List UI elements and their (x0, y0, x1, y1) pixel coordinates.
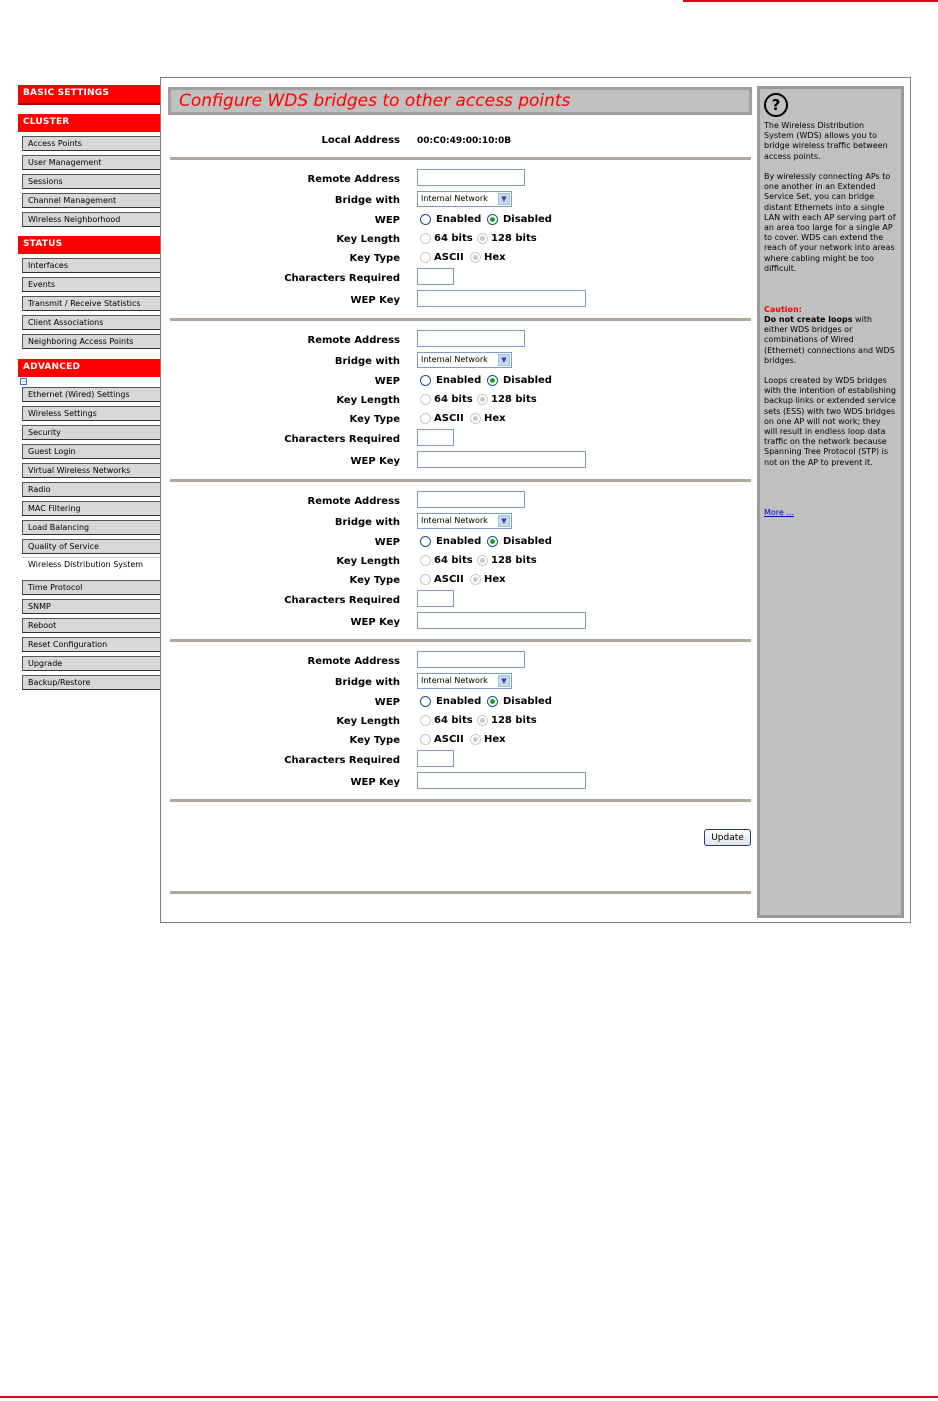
key-length-64-radio[interactable] (420, 715, 431, 726)
sidebar-item-security[interactable]: Security (22, 425, 161, 440)
sidebar-item-upgrade[interactable]: Upgrade (22, 656, 161, 671)
local-address-value: 00:C0:49:00:10:0B (417, 136, 512, 146)
wep-key-input[interactable] (417, 772, 586, 789)
sidebar-item-mac-filtering[interactable]: MAC Filtering (22, 501, 161, 516)
label-chars-required: Characters Required (284, 595, 400, 606)
key-type-ascii-radio[interactable] (420, 574, 431, 585)
collapse-icon[interactable]: − (21, 378, 27, 385)
characters-required-field[interactable] (417, 268, 454, 285)
characters-required-field[interactable] (417, 590, 454, 607)
remote-address-input[interactable] (417, 491, 525, 508)
bridge-with-select[interactable] (417, 673, 512, 689)
sidebar-item-events[interactable]: Events (22, 277, 161, 292)
label-wep-key: WEP Key (350, 295, 400, 306)
update-button[interactable]: Update (704, 829, 751, 846)
label-key-length: Key Length (336, 234, 400, 245)
sidebar-item-access-points[interactable]: Access Points (22, 136, 161, 151)
label-remote-address: Remote Address (307, 174, 400, 185)
wep-disabled-label: Disabled (503, 536, 552, 547)
sidebar-item-reboot[interactable]: Reboot (22, 618, 161, 633)
label-wep: WEP (374, 376, 400, 387)
bottom-rule (0, 1396, 938, 1398)
wep-enabled-radio[interactable] (420, 214, 431, 225)
wep-enabled-radio[interactable] (420, 696, 431, 707)
label-chars-required: Characters Required (284, 273, 400, 284)
sidebar-item-quality-of-service[interactable]: Quality of Service (22, 539, 161, 554)
label-key-type: Key Type (349, 253, 400, 264)
bridge-with-select[interactable] (417, 191, 512, 207)
label-wep: WEP (374, 697, 400, 708)
key-length-64-label: 64 bits (434, 555, 473, 566)
top-rule (683, 0, 938, 2)
key-length-128-label: 128 bits (491, 555, 537, 566)
remote-address-input[interactable] (417, 651, 525, 668)
sidebar-item-virtual-wireless-networks[interactable]: Virtual Wireless Networks (22, 463, 161, 478)
sidebar-item-time-protocol[interactable]: Time Protocol (22, 580, 161, 595)
label-wep: WEP (374, 215, 400, 226)
sidebar-item-transmit-receive-statistics[interactable]: Transmit / Receive Statistics (22, 296, 161, 311)
key-type-ascii-radio[interactable] (420, 734, 431, 745)
label-key-type: Key Type (349, 414, 400, 425)
wep-enabled-label: Enabled (436, 536, 482, 547)
sidebar-item-load-balancing[interactable]: Load Balancing (22, 520, 161, 535)
key-type-ascii-label: ASCII (434, 574, 464, 585)
wep-disabled-radio[interactable] (487, 696, 498, 707)
help-intro: The Wireless Distribution System (WDS) allows you to bridge wireless traffic between access points. (764, 121, 888, 161)
sidebar-header-cluster[interactable]: CLUSTER (18, 114, 161, 132)
label-bridge-with: Bridge with (334, 356, 400, 367)
divider (170, 799, 751, 802)
sidebar-item-interfaces[interactable]: Interfaces (22, 258, 161, 273)
key-length-128-label: 128 bits (491, 394, 537, 405)
remote-address-input[interactable] (417, 169, 525, 186)
label-chars-required: Characters Required (284, 755, 400, 766)
help-caution-bold: Do not create loops (764, 315, 853, 324)
key-type-hex-label: Hex (484, 413, 506, 424)
key-type-ascii-radio[interactable] (420, 252, 431, 263)
wep-enabled-radio[interactable] (420, 536, 431, 547)
sidebar-item-wireless-settings[interactable]: Wireless Settings (22, 406, 161, 421)
divider (170, 318, 751, 321)
label-wep-key: WEP Key (350, 456, 400, 467)
label-wep-key: WEP Key (350, 777, 400, 788)
label-key-length: Key Length (336, 556, 400, 567)
local-address-label: Local Address (321, 135, 400, 146)
key-type-ascii-label: ASCII (434, 252, 464, 263)
wep-enabled-label: Enabled (436, 375, 482, 386)
key-length-128-radio[interactable] (477, 555, 488, 566)
help-panel (757, 86, 904, 918)
key-type-hex-radio[interactable] (470, 574, 481, 585)
remote-address-input[interactable] (417, 330, 525, 347)
key-type-hex-label: Hex (484, 574, 506, 585)
key-length-64-label: 64 bits (434, 394, 473, 405)
sidebar-item-sessions[interactable]: Sessions (22, 174, 161, 189)
sidebar-header-advanced[interactable]: ADVANCED (18, 359, 161, 377)
label-key-type: Key Type (349, 735, 400, 746)
key-type-hex-radio[interactable] (470, 413, 481, 424)
wep-disabled-label: Disabled (503, 214, 552, 225)
key-type-hex-radio[interactable] (470, 734, 481, 745)
help-caution (764, 315, 896, 366)
help-description: By wirelessly connecting APs to one another in an Extended Service Set, you can bridge distant Ethernets into a single LAN with each AP serving part of an area too large for a single AP to cover. WDS can extend the reach of your network into areas where cabling might be too difficult. (764, 172, 896, 273)
label-bridge-with: Bridge with (334, 195, 400, 206)
label-remote-address: Remote Address (307, 496, 400, 507)
wep-disabled-label: Disabled (503, 375, 552, 386)
label-chars-required: Characters Required (284, 434, 400, 445)
bridge-with-select[interactable] (417, 352, 512, 368)
chevron-down-icon[interactable]: ▼ (498, 193, 510, 205)
page-title: Configure WDS bridges to other access points (179, 91, 571, 111)
key-length-128-radio[interactable] (477, 715, 488, 726)
sidebar-item-ethernet-wired-settings[interactable]: Ethernet (Wired) Settings (22, 387, 161, 402)
chevron-down-icon[interactable]: ▼ (498, 675, 510, 687)
bridge-with-value: Internal Network (421, 194, 488, 203)
sidebar-item-wireless-distribution-system[interactable]: Wireless Distribution System (22, 557, 161, 572)
label-key-type: Key Type (349, 575, 400, 586)
wep-enabled-label: Enabled (436, 214, 482, 225)
label-remote-address: Remote Address (307, 335, 400, 346)
key-length-64-label: 64 bits (434, 233, 473, 244)
divider (170, 157, 751, 160)
wep-disabled-radio[interactable] (487, 375, 498, 386)
label-bridge-with: Bridge with (334, 517, 400, 528)
key-type-ascii-label: ASCII (434, 734, 464, 745)
help-icon: ? (764, 93, 788, 117)
bridge-with-value: Internal Network (421, 355, 488, 364)
characters-required-field[interactable] (417, 750, 454, 767)
sidebar-item-neighboring-access-points[interactable]: Neighboring Access Points (22, 334, 161, 349)
label-key-length: Key Length (336, 395, 400, 406)
help-loops: Loops created by WDS bridges with the intention of establishing backup links or extended service sets (ESS) with two WDS bridges on one AP will not work; they will result in endless loop data traffic on the network because Spanning Tree Protocol (STP) is not on the AP to prevent it. (764, 376, 896, 467)
wep-disabled-label: Disabled (503, 696, 552, 707)
page-title-bar (168, 87, 752, 115)
sidebar-item-client-associations[interactable]: Client Associations (22, 315, 161, 330)
label-remote-address: Remote Address (307, 656, 400, 667)
key-type-hex-label: Hex (484, 252, 506, 263)
characters-required-field[interactable] (417, 429, 454, 446)
bridge-with-value: Internal Network (421, 676, 488, 685)
key-type-ascii-label: ASCII (434, 413, 464, 424)
sidebar-header-basic-settings[interactable]: BASIC SETTINGS (18, 85, 161, 103)
sidebar-item-radio[interactable]: Radio (22, 482, 161, 497)
label-wep: WEP (374, 537, 400, 548)
help-caution-label: Caution: (764, 305, 802, 314)
key-length-64-label: 64 bits (434, 715, 473, 726)
sidebar-item-snmp[interactable]: SNMP (22, 599, 161, 614)
key-type-hex-radio[interactable] (470, 252, 481, 263)
chevron-down-icon[interactable]: ▼ (498, 354, 510, 366)
key-length-64-radio[interactable] (420, 394, 431, 405)
wep-key-input[interactable] (417, 451, 586, 468)
key-length-64-radio[interactable] (420, 233, 431, 244)
key-length-128-label: 128 bits (491, 233, 537, 244)
label-key-length: Key Length (336, 716, 400, 727)
divider (170, 639, 751, 642)
bridge-with-value: Internal Network (421, 516, 488, 525)
sidebar-item-wireless-neighborhood[interactable]: Wireless Neighborhood (22, 212, 161, 227)
divider (170, 479, 751, 482)
key-length-64-radio[interactable] (420, 555, 431, 566)
wep-key-input[interactable] (417, 290, 586, 307)
sidebar-header-status[interactable]: STATUS (18, 236, 161, 254)
wep-disabled-radio[interactable] (487, 214, 498, 225)
key-type-ascii-radio[interactable] (420, 413, 431, 424)
help-caution-rest: with either WDS bridges or combinations of Wired (Ethernet) connections and WDS bridges. (764, 315, 895, 365)
wep-enabled-radio[interactable] (420, 375, 431, 386)
label-bridge-with: Bridge with (334, 677, 400, 688)
key-length-128-label: 128 bits (491, 715, 537, 726)
sidebar-item-channel-management[interactable]: Channel Management (22, 193, 161, 208)
label-wep-key: WEP Key (350, 617, 400, 628)
key-length-128-radio[interactable] (477, 394, 488, 405)
wep-key-input[interactable] (417, 612, 586, 629)
bridge-with-select[interactable] (417, 513, 512, 529)
sidebar-item-user-management[interactable]: User Management (22, 155, 161, 170)
chevron-down-icon[interactable]: ▼ (498, 515, 510, 527)
sidebar-item-guest-login[interactable]: Guest Login (22, 444, 161, 459)
divider (170, 891, 751, 894)
key-length-128-radio[interactable] (477, 233, 488, 244)
wep-disabled-radio[interactable] (487, 536, 498, 547)
sidebar-item-backup-restore[interactable]: Backup/Restore (22, 675, 161, 690)
key-type-hex-label: Hex (484, 734, 506, 745)
sidebar-item-reset-configuration[interactable]: Reset Configuration (22, 637, 161, 652)
wep-enabled-label: Enabled (436, 696, 482, 707)
help-more-link[interactable]: More ... (764, 508, 795, 517)
